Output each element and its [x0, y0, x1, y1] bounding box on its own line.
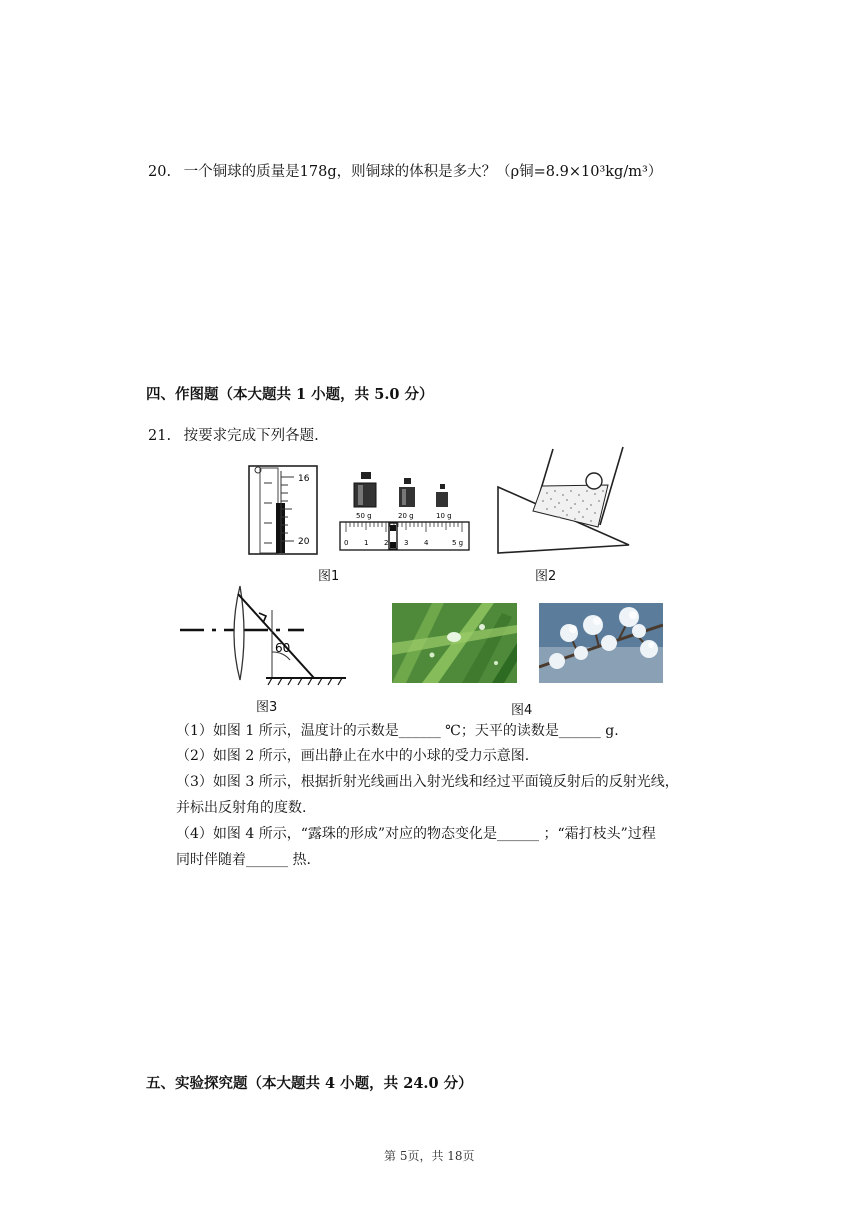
dew-photo — [392, 603, 517, 683]
angle-label: 60 — [275, 641, 291, 655]
question-20 — [148, 160, 662, 181]
figure-1-label: 图1 — [318, 569, 340, 584]
ruler-tick: 1 — [364, 539, 369, 547]
thermo-label-top: 16 — [298, 474, 310, 484]
question-number: 21. — [148, 428, 172, 444]
figure-1-thermometer — [248, 463, 320, 559]
weight-label: 10 g — [436, 512, 452, 520]
figure-3-label: 图3 — [256, 700, 278, 715]
sub-question-line: （4）如图 4 所示，“露珠的形成”对应的物态变化是______ ；“霜打枝头”过程 — [176, 826, 656, 842]
sub-question-line: （1）如图 1 所示，温度计的示数是______ ℃；天平的读数是______ g. — [176, 723, 619, 739]
frost-photo — [539, 603, 663, 683]
weight-label: 20 g — [398, 512, 414, 520]
question-text: 一个铜球的质量是178g，则铜球的体积是多大？（ρ铜=8.9×10³kg/m³） — [183, 164, 663, 180]
sub-question-line: （2）如图 2 所示，画出静止在水中的小球的受力示意图. — [176, 748, 530, 764]
ruler-tick: 3 — [404, 539, 409, 547]
question-number: 20. — [148, 164, 172, 180]
figure-2-label: 图2 — [535, 569, 557, 584]
figure-3-optics — [176, 580, 354, 688]
figure-1-balance — [338, 470, 473, 554]
sub-question-line: 并标出反射角的度数. — [176, 800, 307, 816]
section-title: 五、实验探究题（本大题共 4 小题，共 24.0 分） — [146, 1075, 473, 1092]
section-title: 四、作图题（本大题共 1 小题，共 5.0 分） — [146, 386, 434, 403]
figure-2-incline — [495, 445, 635, 557]
ruler-tick: 2 — [384, 539, 389, 547]
sub-question-line: 同时伴随着______ 热. — [176, 852, 311, 868]
question-text: 按要求完成下列各题. — [183, 428, 319, 444]
ruler-tick: 0 — [344, 539, 349, 547]
ruler-tick: 4 — [424, 539, 429, 547]
thermo-label-bottom: 20 — [298, 537, 310, 547]
sub-question-line: （3）如图 3 所示，根据折射光线画出入射光线和经过平面镜反射后的反射光线， — [176, 774, 679, 790]
question-21 — [148, 424, 319, 445]
page-footer: 第 5页，共 18页 — [384, 1149, 475, 1163]
ruler-tick: 5 g — [452, 539, 464, 547]
figure-4-label: 图4 — [511, 703, 533, 718]
weight-label: 50 g — [356, 512, 372, 520]
